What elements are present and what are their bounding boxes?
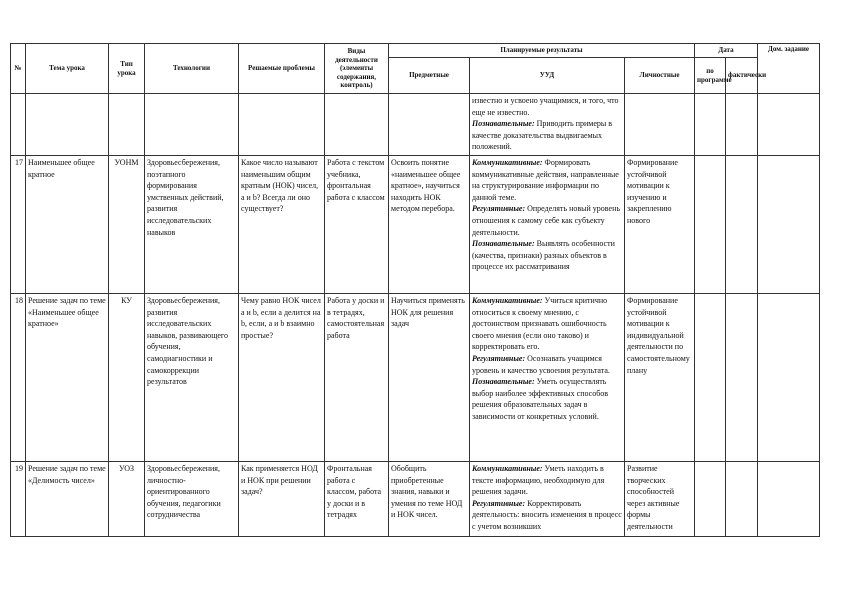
uud-text: Формировать коммуникативные действия, направленные на структурирование информации по данной теме. — [472, 158, 619, 202]
header-date: Дата — [695, 44, 758, 58]
header-personal: Личностные — [625, 58, 695, 94]
cell-personal: Формирование устойчивой мотивации к индивидуальной деятельности по самостоятельному плану — [625, 294, 695, 462]
cell-problems: Как применяется НОД и НОК при решении задач? — [239, 462, 325, 537]
lesson-plan-table — [10, 43, 820, 537]
header-by-program: по программе — [695, 58, 726, 94]
cell-activities: Работа у доски и в тетрадях, самостоятельная работа — [325, 294, 389, 462]
uud-text: Приводить примеры в качестве доказательства выдвигаемых положений. — [472, 119, 613, 152]
header-activities: Виды деятельности (элементы содержания, контроль) — [325, 44, 389, 94]
uud-text: Корректировать деятельность: вносить изменения в процесс с учетом возникших — [472, 498, 622, 531]
uud-paragraph — [472, 295, 622, 353]
cell-date-actual — [726, 156, 758, 294]
uud-paragraph — [472, 353, 622, 376]
uud-label: Коммуникативные: — [472, 158, 543, 167]
uud-label: Познавательные: — [472, 239, 535, 249]
cell-num: 17 — [11, 156, 26, 294]
uud-paragraph — [472, 498, 622, 533]
cell-topic: Решение задач по теме «Наименьшее общее кратное» — [26, 294, 109, 462]
table-row — [11, 462, 820, 537]
cell-activities: Фронтальная работа с классом, работа у доски и в тетрадях — [325, 462, 389, 537]
uud-text: Выявлять особенности (качества, признаки) разных объектов в процессе их рассматривания — [472, 239, 615, 272]
table-row-continuation — [11, 94, 820, 156]
uud-text: Уметь осуществлять выбор наиболее эффективных способов решения образовательных задач в зависимости от конкретных условий. — [472, 377, 609, 421]
cell-uud — [470, 94, 625, 156]
header-subject: Предметные — [389, 58, 470, 94]
uud-label: Познавательные: — [472, 119, 535, 129]
header-homework: Дом. задание — [758, 44, 820, 94]
header-type: Тип урока — [109, 44, 145, 94]
uud-paragraph — [472, 463, 622, 498]
table-row — [11, 294, 820, 462]
cell-uud — [470, 462, 625, 537]
cell-date-actual — [726, 462, 758, 537]
cell-uud — [470, 294, 625, 462]
uud-text: Осознавать учащимся уровень и качество усвоения результата. — [472, 353, 610, 375]
uud-label: Коммуникативные: — [472, 464, 543, 473]
cell-num: 19 — [11, 462, 26, 537]
cell-subject: Обобщить приобретенные знания, навыки и умения по теме НОД и НОК чисел. — [389, 462, 470, 537]
cell-tech: Здоровьесбережения, поэтапного формирования умственных действий, развития исследовательских навыков — [145, 156, 239, 294]
uud-text: известно и усвоено учащимися, и того, что еще не известно. — [472, 96, 619, 117]
cell-num: 18 — [11, 294, 26, 462]
uud-paragraph — [472, 118, 622, 153]
cell-date-program — [695, 294, 726, 462]
uud-label: Коммуникативные: — [472, 296, 543, 305]
header-topic: Тема урока — [26, 44, 109, 94]
uud-label: Познавательные: — [472, 377, 535, 387]
cell-personal: Формирование устойчивой мотивации к изучению и закреплению нового — [625, 156, 695, 294]
cell-subject: Освоить понятие «наименьшее общее кратное», научиться находить НОК методом перебора. — [389, 156, 470, 294]
uud-label: Регулятивные: — [472, 353, 526, 363]
uud-text: Уметь находить в тексте информацию, необходимую для решения задачи. — [472, 464, 605, 497]
cell-uud — [470, 156, 625, 294]
uud-paragraph — [472, 203, 622, 238]
cell-date-actual — [726, 294, 758, 462]
cell-tech: Здоровьесбережения, личностно-ориентированного обучения, педагогики сотрудничества — [145, 462, 239, 537]
cell-type: УОНМ — [109, 156, 145, 294]
header-actual: фактически — [726, 58, 758, 94]
cell-tech: Здоровьесбережения, развития исследовательских навыков, развивающего обучения, самодиагностики и самокоррекции результатов — [145, 294, 239, 462]
uud-paragraph — [472, 95, 622, 118]
uud-text: Определять новый уровень отношения к самому себе как субъекту деятельности. — [472, 204, 620, 237]
header-uud: УУД — [470, 58, 625, 94]
header-planned: Планируемые результаты — [389, 44, 695, 58]
header-tech: Технологии — [145, 44, 239, 94]
cell-subject: Научиться применять НОК для решения задач — [389, 294, 470, 462]
uud-label: Регулятивные: — [472, 204, 526, 214]
cell-type: УОЗ — [109, 462, 145, 537]
cell-homework — [758, 156, 820, 294]
table-row — [11, 156, 820, 294]
cell-personal: Развитие творческих способностей через активные формы деятельности — [625, 462, 695, 537]
cell-topic: Решение задач по теме «Делимость чисел» — [26, 462, 109, 537]
uud-label: Регулятивные: — [472, 498, 526, 508]
uud-text: Учиться критично относиться к своему мнению, с достоинством признавать ошибочность своего мнения (если оно таково) и корректировать его. — [472, 296, 608, 352]
uud-paragraph — [472, 238, 622, 273]
cell-date-program — [695, 462, 726, 537]
cell-topic: Наименьшее общее кратное — [26, 156, 109, 294]
header-num: № — [11, 44, 26, 94]
header-problems: Решаемые проблемы — [239, 44, 325, 94]
cell-problems: Какое число называют наименьшим общим кратным (НОК) чисел, a и b? Всегда ли оно существует? — [239, 156, 325, 294]
cell-homework — [758, 294, 820, 462]
cell-activities: Работа с текстом учебника, фронтальная работа с классом — [325, 156, 389, 294]
cell-type: КУ — [109, 294, 145, 462]
uud-paragraph — [472, 157, 622, 203]
cell-date-program — [695, 156, 726, 294]
cell-problems: Чему равно НОК чисел a и b, если a делится на b, если, a и b взаимно простые? — [239, 294, 325, 462]
cell-homework — [758, 462, 820, 537]
uud-paragraph — [472, 376, 622, 422]
